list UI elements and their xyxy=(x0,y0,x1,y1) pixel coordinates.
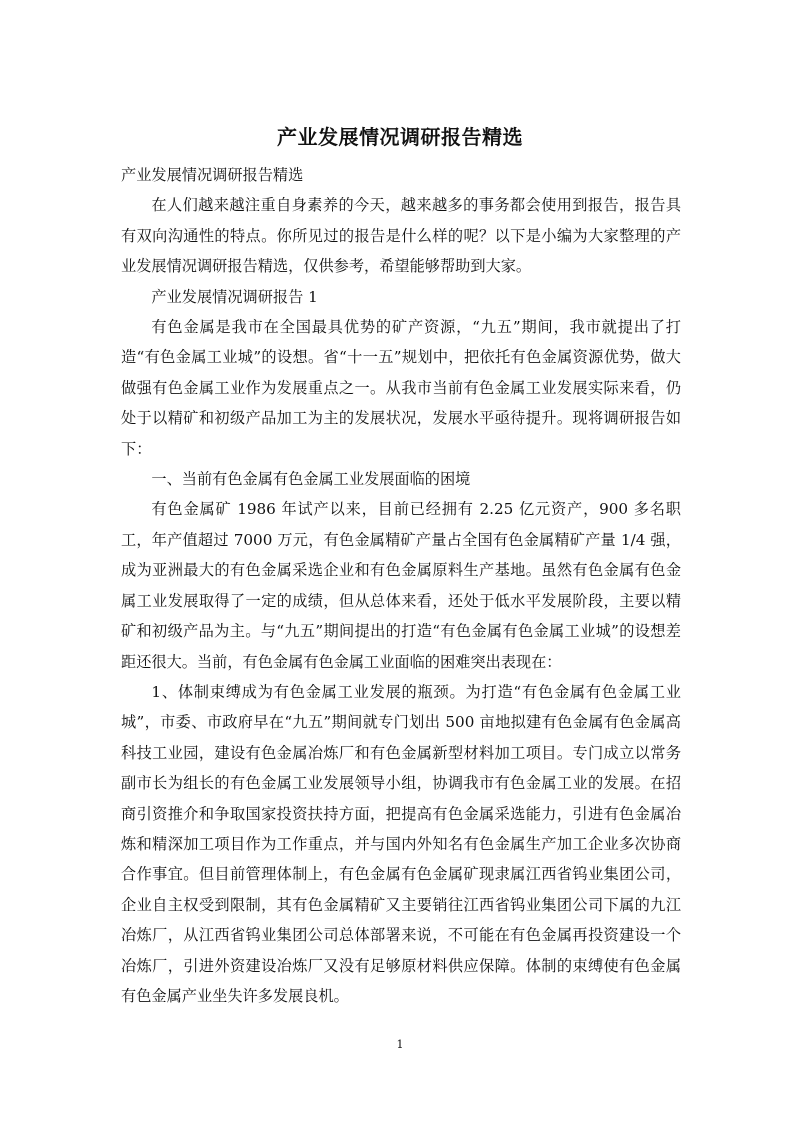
intro-paragraph: 在人们越来越注重自身素养的今天，越来越多的事务都会使用到报告，报告具有双向沟通性的特点。你所见过的报告是什么样的呢？以下是小编为大家整理的产业发展情况调研报告精选，仅供参考，希望能够帮助到大家。 xyxy=(121,196,681,276)
document-subtitle: 产业发展情况调研报告精选 xyxy=(121,166,304,184)
body-paragraph: 有色金属是我市在全国最具优势的矿产资源，“九五”期间，我市就提出了打造“有色金属工业城”的设想。省“十一五”规划中，把依托有色金属资源优势，做大做强有色金属工业作为发展重点之一。从我市当前有色金属工业发展实际来看，仍处于以精矿和初级产品加工为主的发展状况，发展水平亟待提升。现将调研报告如下： xyxy=(121,318,681,458)
body-paragraph: 1、体制束缚成为有色金属工业发展的瓶颈。为打造“有色金属有色金属工业城”，市委、市政府早在“九五”期间就专门划出 500 亩地拟建有色金属有色金属高科技工业园，建设有色金属冶炼厂和有色金属新型材料加工项目。专门成立以常务副市长为组长的有色金属工业发展领导小组，协调我市有色金属工业的发展。在招商引资推介和争取国家投资扶持方面，把提高有色金属采选能力，引进有色金属冶炼和精深加工项目作为工作重点，并与国内外知名有色金属生产加工企业多次协商合作事宜。但目前管理体制上，有色金属有色金属矿现隶属江西省钨业集团公司，企业自主权受到限制，其有色金属精矿又主要销往江西省钨业集团公司下属的九江冶炼厂，从江西省钨业集团公司总体部署来说，不可能在有色金属再投资建设一个冶炼厂，引进外资建设冶炼厂又没有足够原材料供应保障。体制的束缚使有色金属有色金属产业坐失许多发展良机。 xyxy=(121,682,681,1005)
section-heading-difficulties: 一、当前有色金属有色金属工业发展面临的困境 xyxy=(151,470,471,489)
section-heading-report-1: 产业发展情况调研报告 1 xyxy=(151,287,318,306)
document-title: 产业发展情况调研报告精选 xyxy=(277,125,523,149)
page-number: 1 xyxy=(396,1038,404,1051)
body-paragraph: 有色金属矿 1986 年试产以来，目前已经拥有 2.25 亿元资产，900 多名职工，年产值超过 7000 万元，有色金属精矿产量占全国有色金属精矿产量 1/4 强，成为亚洲最大的有色金属采选企业和有色金属原料生产基地。虽然有色金属有色金属工业发展取得了一定的成绩，但从总体来看，还处于低水平发展阶段，主要以精矿和初级产品为主。与“九五”期间提出的打造“有色金属有色金属工业城”的设想差距还很大。当前，有色金属有色金属工业面临的困难突出表现在： xyxy=(121,500,681,671)
document-body xyxy=(121,160,681,1011)
